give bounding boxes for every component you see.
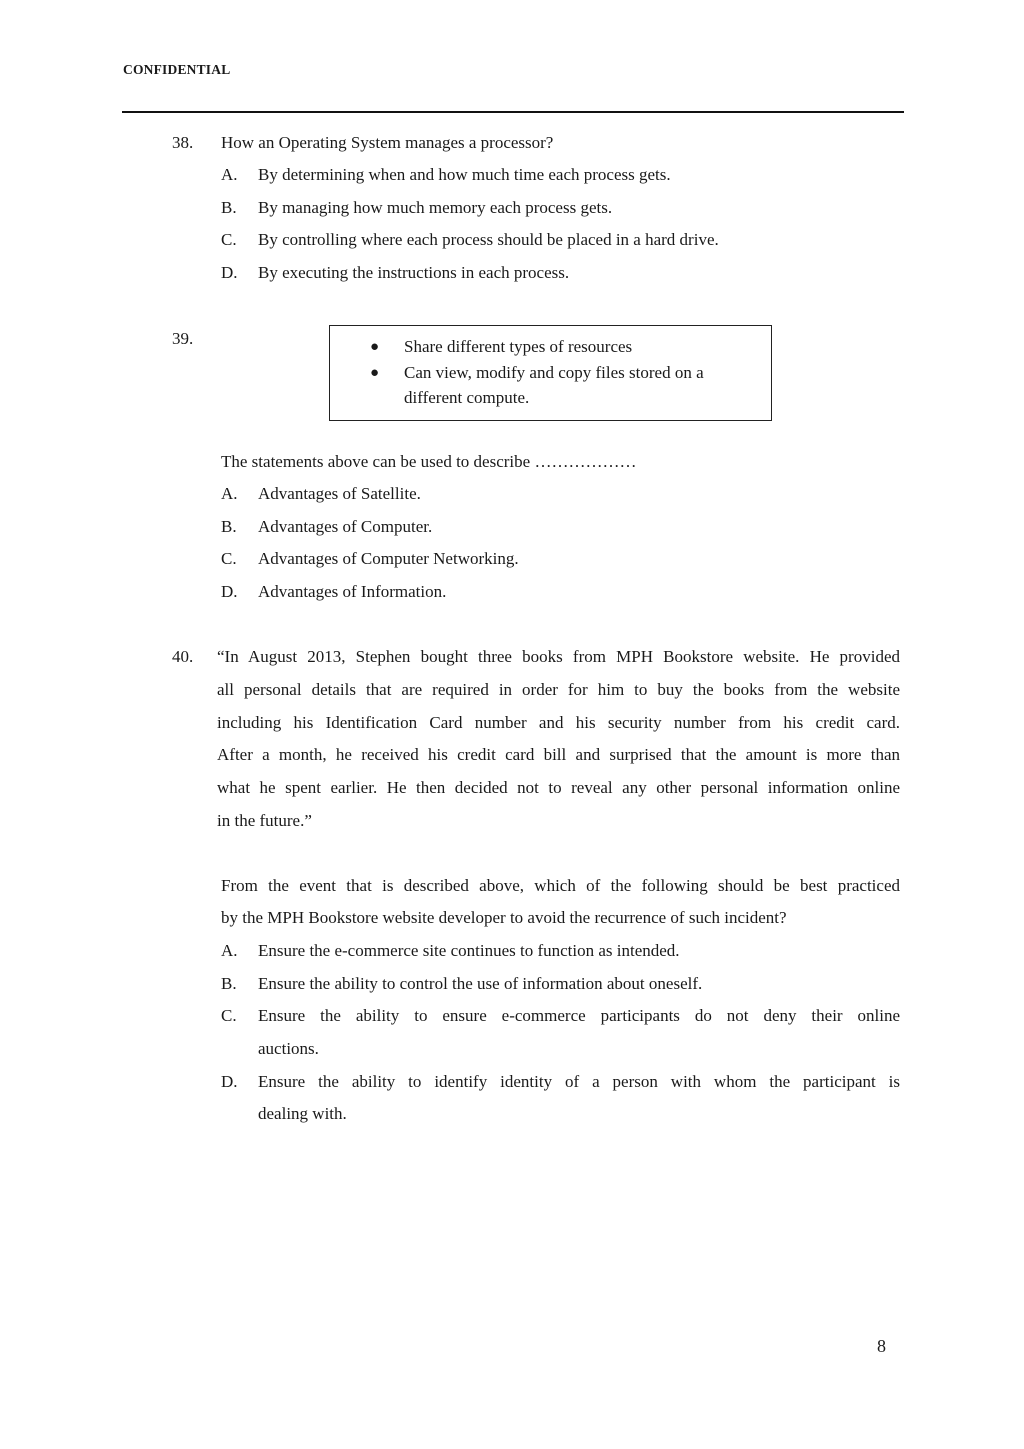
- header-divider: [122, 111, 904, 113]
- question-40-option-d-text-continued: dealing with.: [258, 1104, 347, 1123]
- question-40-option-c-letter: C.: [221, 1006, 237, 1025]
- question-40-stem-line: by the MPH Bookstore website developer to avoid the recurrence of such incident?: [221, 908, 787, 927]
- question-40-option-a-letter: A.: [221, 941, 238, 960]
- question-39-option-a-letter: A.: [221, 484, 238, 503]
- question-40-option-d-letter: D.: [221, 1072, 238, 1091]
- bullet-icon: ●: [370, 339, 380, 355]
- question-38-option-d-text: By executing the instructions in each process.: [258, 263, 570, 282]
- question-40-option-c-text-continued: auctions.: [258, 1039, 319, 1058]
- statement-item-2: Can view, modify and copy files stored on a: [404, 363, 704, 382]
- question-40-passage-line: what he spent earlier. He then decided not to reveal any other personal information online: [217, 778, 900, 797]
- bullet-icon: ●: [370, 365, 380, 381]
- question-40-number: 40.: [172, 647, 194, 666]
- question-39-stem: The statements above can be used to describe ………………: [221, 452, 637, 471]
- question-38-option-d-letter: D.: [221, 263, 238, 282]
- confidential-label: CONFIDENTIAL: [123, 62, 231, 77]
- question-39-option-c-letter: C.: [221, 549, 237, 568]
- question-40-option-d-text: Ensure the ability to identify identity of a person with whom the participant is: [258, 1072, 900, 1091]
- question-40-passage-line: including his Identification Card number and his security number from his credit card.: [217, 713, 900, 732]
- question-38-option-b-text: By managing how much memory each process gets.: [258, 198, 613, 217]
- statement-item-1: Share different types of resources: [404, 337, 633, 356]
- question-40-passage-line: “In August 2013, Stephen bought three books from MPH Bookstore website. He provided: [217, 647, 900, 666]
- question-38-stem: How an Operating System manages a processor?: [221, 133, 554, 152]
- question-39-option-d-text: Advantages of Information.: [258, 582, 447, 601]
- question-39-option-b-letter: B.: [221, 517, 237, 536]
- question-40-option-b-letter: B.: [221, 974, 237, 993]
- question-40-passage-line: all personal details that are required in order for him to buy the books from the website: [217, 680, 900, 699]
- question-40-stem-line: From the event that is described above, which of the following should be best practiced: [221, 876, 900, 895]
- question-38-option-a-text: By determining when and how much time each process gets.: [258, 165, 671, 184]
- question-38-number: 38.: [172, 133, 194, 152]
- question-39-option-d-letter: D.: [221, 582, 238, 601]
- question-38-option-c-text: By controlling where each process should be placed in a hard drive.: [258, 230, 719, 249]
- page-number: 8: [877, 1336, 886, 1356]
- question-40-option-b-text: Ensure the ability to control the use of information about oneself.: [258, 974, 703, 993]
- question-38-option-c-letter: C.: [221, 230, 237, 249]
- question-40-passage-line: After a month, he received his credit card bill and surprised that the amount is more than: [217, 745, 900, 764]
- question-38-option-b-letter: B.: [221, 198, 237, 217]
- question-39-number: 39.: [172, 329, 194, 348]
- question-40-option-a-text: Ensure the e-commerce site continues to function as intended.: [258, 941, 680, 960]
- statement-item-2-continued: different compute.: [404, 388, 530, 407]
- question-39-option-a-text: Advantages of Satellite.: [258, 484, 421, 503]
- question-40-option-c-text: Ensure the ability to ensure e-commerce participants do not deny their online: [258, 1006, 900, 1025]
- question-38-option-a-letter: A.: [221, 165, 238, 184]
- question-39-option-c-text: Advantages of Computer Networking.: [258, 549, 519, 568]
- question-40-passage-line: in the future.”: [217, 811, 312, 830]
- question-39-option-b-text: Advantages of Computer.: [258, 517, 433, 536]
